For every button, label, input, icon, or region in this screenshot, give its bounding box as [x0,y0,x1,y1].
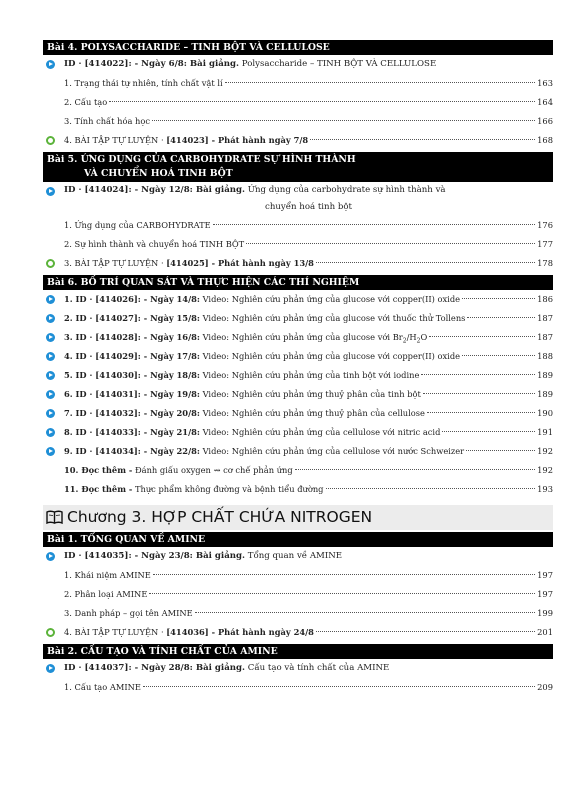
leader-dots [195,612,535,613]
book-icon [46,510,63,524]
toc-entry[interactable] [43,385,553,404]
toc-entry-text: Video: Nghiên cứu phản ứng thuỷ phân của tinh bột [199,389,421,399]
toc-entry-title [64,678,141,697]
leader-dots [316,631,535,632]
leader-dots [109,101,535,102]
play-icon [46,390,55,399]
play-icon [46,352,55,361]
toc-entry-text: Video: Nghiên cứu phản ứng của glucose với thuốc thử Tollens [199,313,466,323]
page-number: 178 [537,258,553,268]
leader-dots [462,355,535,356]
toc-entry-title [64,93,107,112]
check-circle-icon [46,628,55,637]
toc-entry-title [64,404,425,423]
check-circle-icon [46,136,55,145]
toc-entry-bold: 7. ID · [414032]: - Ngày 20/8: [64,408,200,418]
toc-entry-title [64,385,421,404]
toc-entry-text: 3. Tính chất hóa học [64,116,151,126]
toc-entry[interactable] [43,585,553,604]
toc-entry-bold: 2. ID · [414027]: - Ngày 15/8: [64,313,200,323]
play-icon [46,371,55,380]
toc-entry-text: 4. BÀI TẬP TỰ LUYỆN · [64,135,167,145]
toc-entry-text: 2. Sự hình thành và chuyển hoá TINH BỘT [64,239,245,249]
leader-dots [149,593,535,594]
play-icon [46,664,55,673]
leader-dots [326,488,536,489]
check-circle-icon [46,259,55,268]
leader-dots [442,431,535,432]
leader-dots [295,469,535,470]
leader-dots [462,298,535,299]
section-header [43,644,553,659]
leader-dots [143,686,535,687]
leader-dots [246,243,535,244]
play-icon [46,447,55,456]
page-number: 197 [537,589,553,599]
toc-entry-bold: [414025] - Phát hành ngày 13/8 [166,258,314,268]
toc-entry-text: Đánh giấu oxygen ⇝ cơ chế phản ứng [132,465,293,475]
lecture-title: Cấu tạo và tính chất của AMINE [245,663,390,673]
lecture-title: Tổng quan về AMINE [245,551,343,561]
page-number: 187 [537,313,553,323]
toc-entry[interactable] [43,93,553,112]
section-header-line: Bài 1. TỔNG QUAN VỀ AMINE [47,534,206,545]
toc-entry-title [64,131,308,150]
page-number: 199 [537,608,553,618]
toc-entry-title [64,74,223,93]
page-number: 186 [537,294,553,304]
section-header-line: Bài 4. POLYSACCHARIDE – TINH BỘT VÀ CELLULOSE [47,42,330,53]
toc-entry-bold: 1. ID · [414026]: - Ngày 14/8: [64,294,200,304]
toc-entry-text: 1. Cấu tạo AMINE [64,682,141,692]
toc-entry-title [64,442,464,461]
toc-entry-text: Video: Nghiên cứu phản ứng của tinh bột với iodine [199,370,420,380]
page-number: 192 [537,446,553,456]
subscript: 2 [416,337,421,345]
page-number: 209 [537,682,553,692]
page-number: 193 [537,484,553,494]
toc-entry-title [64,480,324,499]
page-number: 189 [537,370,553,380]
play-icon [46,552,55,561]
toc-entry-bold: 5. ID · [414030]: - Ngày 18/8: [64,370,200,380]
page-number: 164 [537,97,553,107]
toc-entry-text: /H [406,332,417,342]
toc-entry[interactable] [43,112,553,131]
toc-entry[interactable] [43,480,553,499]
leader-dots [466,450,535,451]
toc-entry[interactable] [43,442,553,461]
toc-entry-bold: 11. Đọc thêm - [64,484,133,494]
lecture-id: ID · [414022]: - Ngày 6/8: Bài giảng. [64,59,240,69]
play-icon [46,333,55,342]
lecture-item[interactable] [43,547,553,566]
lecture-id: ID · [414035]: - Ngày 23/8: Bài giảng. [64,551,246,561]
leader-dots [423,393,535,394]
section-header [43,532,553,547]
page-number: 163 [537,78,553,88]
leader-dots [427,412,535,413]
leader-dots [310,139,535,140]
toc-entry-title [64,235,244,254]
toc-entry-bold: 9. ID · [414034]: - Ngày 22/8: [64,446,200,456]
section-header [43,152,553,182]
lecture-item[interactable] [43,182,553,216]
toc-entry[interactable] [43,623,553,642]
table-of-contents [43,38,553,697]
lecture-item[interactable] [43,659,553,678]
toc-entry-text: 3. BÀI TẬP TỰ LUYỆN · [64,258,167,268]
play-icon [46,409,55,418]
page-number: 177 [537,239,553,249]
toc-entry-title [64,112,150,131]
section-header-line: Bài 2. CẤU TẠO VÀ TÍNH CHẤT CỦA AMINE [47,646,278,657]
toc-entry-text: Video: Nghiên cứu phản ứng của cellulose với nitric acid [199,427,441,437]
page-number: 201 [537,627,553,637]
toc-entry-text: 2. Cấu tạo [64,97,108,107]
section-header-line: VÀ CHUYỂN HOÁ TINH BỘT [84,168,233,179]
toc-entry[interactable] [43,347,553,366]
page-number: 191 [537,427,553,437]
page-number: 166 [537,116,553,126]
toc-entry[interactable] [43,328,553,347]
page-number: 192 [537,465,553,475]
chapter-title-text: Chương 3. HỢP CHẤT CHỨA NITROGEN [67,508,373,526]
toc-entry-text: O [420,332,428,342]
toc-entry-text: 2. Phân loại AMINE [64,589,148,599]
toc-entry[interactable] [43,254,553,273]
toc-entry-text: Video: Nghiên cứu phản ứng của glucose với copper(II) oxide [199,294,461,304]
toc-entry-bold: [414036] - Phát hành ngày 24/8 [166,627,314,637]
toc-entry-title [64,216,211,235]
toc-entry-text: 3. Danh pháp – gọi tên AMINE [64,608,193,618]
toc-entry-text: Thực phẩm không đường và bệnh tiểu đường [132,484,324,494]
leader-dots [213,224,535,225]
lecture-title-cont: chuyển hoá tinh bột [265,202,352,212]
toc-entry-bold: 3. ID · [414028]: - Ngày 16/8: [64,332,200,342]
toc-entry[interactable] [43,216,553,235]
toc-entry-text: Video: Nghiên cứu phản ứng thuỷ phân của cellulose [199,408,425,418]
toc-entry-title [64,366,419,385]
toc-entry[interactable] [43,309,553,328]
lecture-id: ID · [414037]: - Ngày 28/8: Bài giảng. [64,663,246,673]
toc-entry[interactable] [43,423,553,442]
toc-entry-bold: 8. ID · [414033]: - Ngày 21/8: [64,427,200,437]
page-number: 197 [537,570,553,580]
toc-entry-bold: [414023] - Phát hành ngày 7/8 [166,135,309,145]
toc-entry[interactable] [43,366,553,385]
play-icon [46,314,55,323]
leader-dots [225,82,535,83]
toc-entry-title [64,604,193,623]
toc-entry-text: Video: Nghiên cứu phản ứng của cellulose với nước Schweizer [199,446,465,456]
toc-entry-bold: 10. Đọc thêm - [64,465,133,475]
toc-entry-title [64,585,147,604]
toc-entry[interactable] [43,678,553,697]
leader-dots [152,120,535,121]
section-header-line: Bài 5. ỨNG DỤNG CỦA CARBOHYDRATE SỰ HÌNH THÀNH [47,154,356,165]
play-icon [46,295,55,304]
play-icon [46,428,55,437]
page-number: 190 [537,408,553,418]
leader-dots [421,374,535,375]
toc-entry-text: 1. Trạng thái tự nhiên, tính chất vật lí [64,78,223,88]
lecture-title: Ứng dụng của carbohydrate sự hình thành và [245,185,446,195]
toc-entry-text: Video: Nghiên cứu phản ứng của glucose với Br [199,332,403,342]
toc-entry-title [64,309,465,328]
play-icon [46,187,55,196]
toc-entry[interactable] [43,566,553,585]
toc-entry-title [64,347,460,366]
section-header-line: Bài 6. BỐ TRÍ QUAN SÁT VÀ THỰC HIỆN CÁC THÍ NGHIỆM [47,277,360,288]
toc-entry-text: Video: Nghiên cứu phản ứng của glucose với copper(II) oxide [199,351,461,361]
leader-dots [467,317,535,318]
toc-entry-title [64,423,440,442]
page-number: 176 [537,220,553,230]
toc-entry-title [64,254,314,273]
page-number: 189 [537,389,553,399]
toc-entry[interactable] [43,461,553,480]
subscript: 2 [402,337,407,345]
toc-entry[interactable] [43,131,553,150]
toc-entry[interactable] [43,604,553,623]
leader-dots [316,262,535,263]
toc-entry-text: 1. Ứng dụng của CARBOHYDRATE [64,220,211,230]
leader-dots [429,336,535,337]
lecture-item[interactable] [43,55,553,74]
chapter-title [43,505,553,530]
toc-entry[interactable] [43,235,553,254]
page-number: 187 [537,332,553,342]
toc-entry-text: 1. Khái niệm AMINE [64,570,151,580]
section-header [43,40,553,55]
toc-entry-bold: 4. ID · [414029]: - Ngày 17/8: [64,351,200,361]
toc-entry[interactable] [43,290,553,309]
toc-entry[interactable] [43,74,553,93]
page-number: 168 [537,135,553,145]
toc-entry-title [64,461,293,480]
toc-entry-title [64,623,314,642]
page-number: 188 [537,351,553,361]
toc-entry-text: 4. BÀI TẬP TỰ LUYỆN · [64,627,167,637]
toc-entry-title [64,290,460,309]
toc-entry-bold: 6. ID · [414031]: - Ngày 19/8: [64,389,200,399]
toc-entry-title [64,566,151,585]
play-icon [46,60,55,69]
lecture-title: Polysaccharide – TINH BỘT VÀ CELLULOSE [239,59,437,69]
toc-entry[interactable] [43,404,553,423]
leader-dots [153,574,535,575]
lecture-id: ID · [414024]: - Ngày 12/8: Bài giảng. [64,185,246,195]
section-header [43,275,553,290]
